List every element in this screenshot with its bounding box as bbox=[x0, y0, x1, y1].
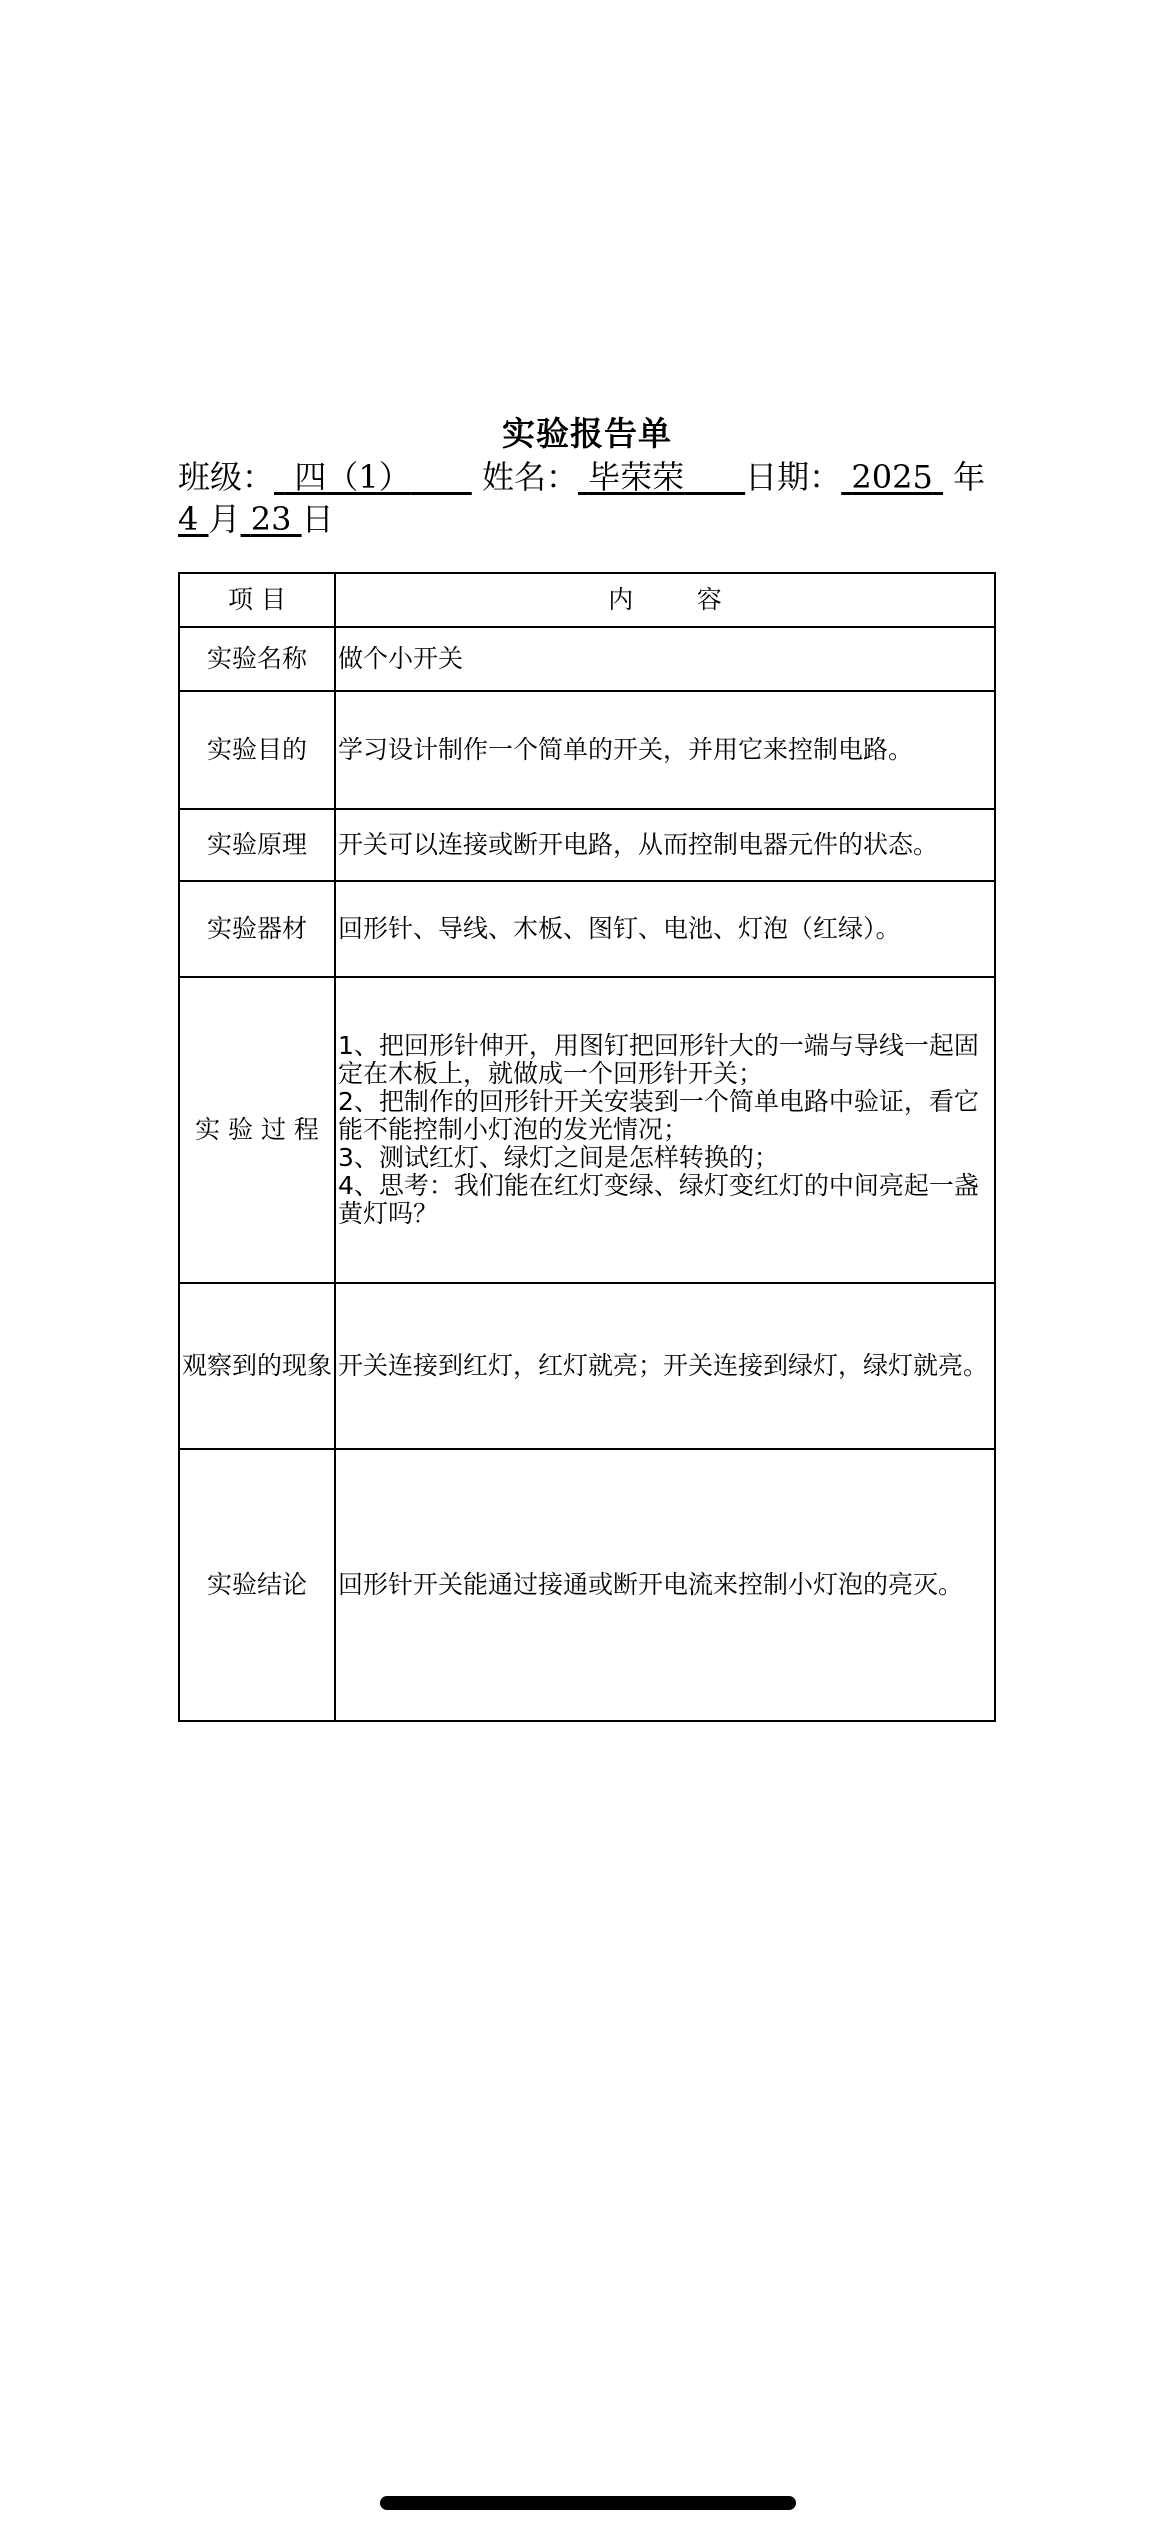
row-content-purpose: 学习设计制作一个简单的开关，并用它来控制电路。 bbox=[335, 691, 995, 809]
table-row bbox=[179, 977, 995, 1283]
row-content-process bbox=[335, 977, 995, 1283]
year-unit: 年 bbox=[953, 458, 986, 496]
table-row bbox=[179, 627, 995, 691]
month-unit: 月 bbox=[208, 500, 241, 538]
table-row bbox=[179, 809, 995, 881]
year-value bbox=[841, 458, 943, 496]
process-step: 2、把制作的回形针开关安装到一个简单电路中验证，看它能不能控制小灯泡的发光情况； bbox=[338, 1087, 979, 1144]
class-label: 班级： bbox=[178, 458, 275, 496]
page-title: 实验报告单 bbox=[502, 414, 672, 453]
row-label-conclusion: 实验结论 bbox=[179, 1449, 335, 1721]
row-content-conclusion: 回形针开关能通过接通或断开电流来控制小灯泡的亮灭。 bbox=[335, 1449, 995, 1721]
day-value-text: 23 bbox=[250, 500, 292, 538]
name-value-text: 毕荣荣 bbox=[588, 458, 685, 496]
year-value-text: 2025 bbox=[851, 458, 933, 496]
report-header bbox=[178, 412, 996, 540]
home-indicator[interactable] bbox=[380, 2496, 796, 2510]
table-row bbox=[179, 1283, 995, 1449]
report-table bbox=[178, 572, 996, 1722]
date-label: 日期： bbox=[745, 458, 842, 496]
header-item: 项 目 bbox=[179, 573, 335, 627]
row-label-observation: 观察到的现象 bbox=[179, 1283, 335, 1449]
name-label: 姓名： bbox=[481, 458, 578, 496]
process-step: 3、测试红灯、绿灯之间是怎样转换的； bbox=[338, 1143, 779, 1172]
day-unit: 日 bbox=[301, 500, 334, 538]
row-label-process: 实 验 过 程 bbox=[179, 977, 335, 1283]
table-row bbox=[179, 1449, 995, 1721]
row-content-observation: 开关连接到红灯，红灯就亮；开关连接到绿灯，绿灯就亮。 bbox=[335, 1283, 995, 1449]
table-row bbox=[179, 881, 995, 977]
day-value bbox=[241, 500, 302, 538]
class-value-text: 四（1） bbox=[284, 458, 411, 496]
class-value bbox=[274, 458, 472, 496]
process-step: 4、思考：我们能在红灯变绿、绿灯变红灯的中间亮起一盏黄灯吗？ bbox=[338, 1171, 979, 1228]
row-label-purpose: 实验目的 bbox=[179, 691, 335, 809]
row-label-principle: 实验原理 bbox=[179, 809, 335, 881]
process-step: 1、把回形针伸开，用图钉把回形针大的一端与导线一起固定在木板上，就做成一个回形针开关； bbox=[338, 1031, 979, 1088]
header-content: 内 容 bbox=[335, 573, 995, 627]
month-value bbox=[178, 500, 209, 538]
row-label-name: 实验名称 bbox=[179, 627, 335, 691]
month-value-text: 4 bbox=[178, 500, 199, 538]
table-row bbox=[179, 691, 995, 809]
meta-line bbox=[178, 456, 996, 540]
table-header-row bbox=[179, 573, 995, 627]
row-content-principle: 开关可以连接或断开电路，从而控制电器元件的状态。 bbox=[335, 809, 995, 881]
row-content-name: 做个小开关 bbox=[335, 627, 995, 691]
row-content-materials: 回形针、导线、木板、图钉、电池、灯泡（红绿）。 bbox=[335, 881, 995, 977]
name-value bbox=[578, 458, 745, 496]
row-label-materials: 实验器材 bbox=[179, 881, 335, 977]
